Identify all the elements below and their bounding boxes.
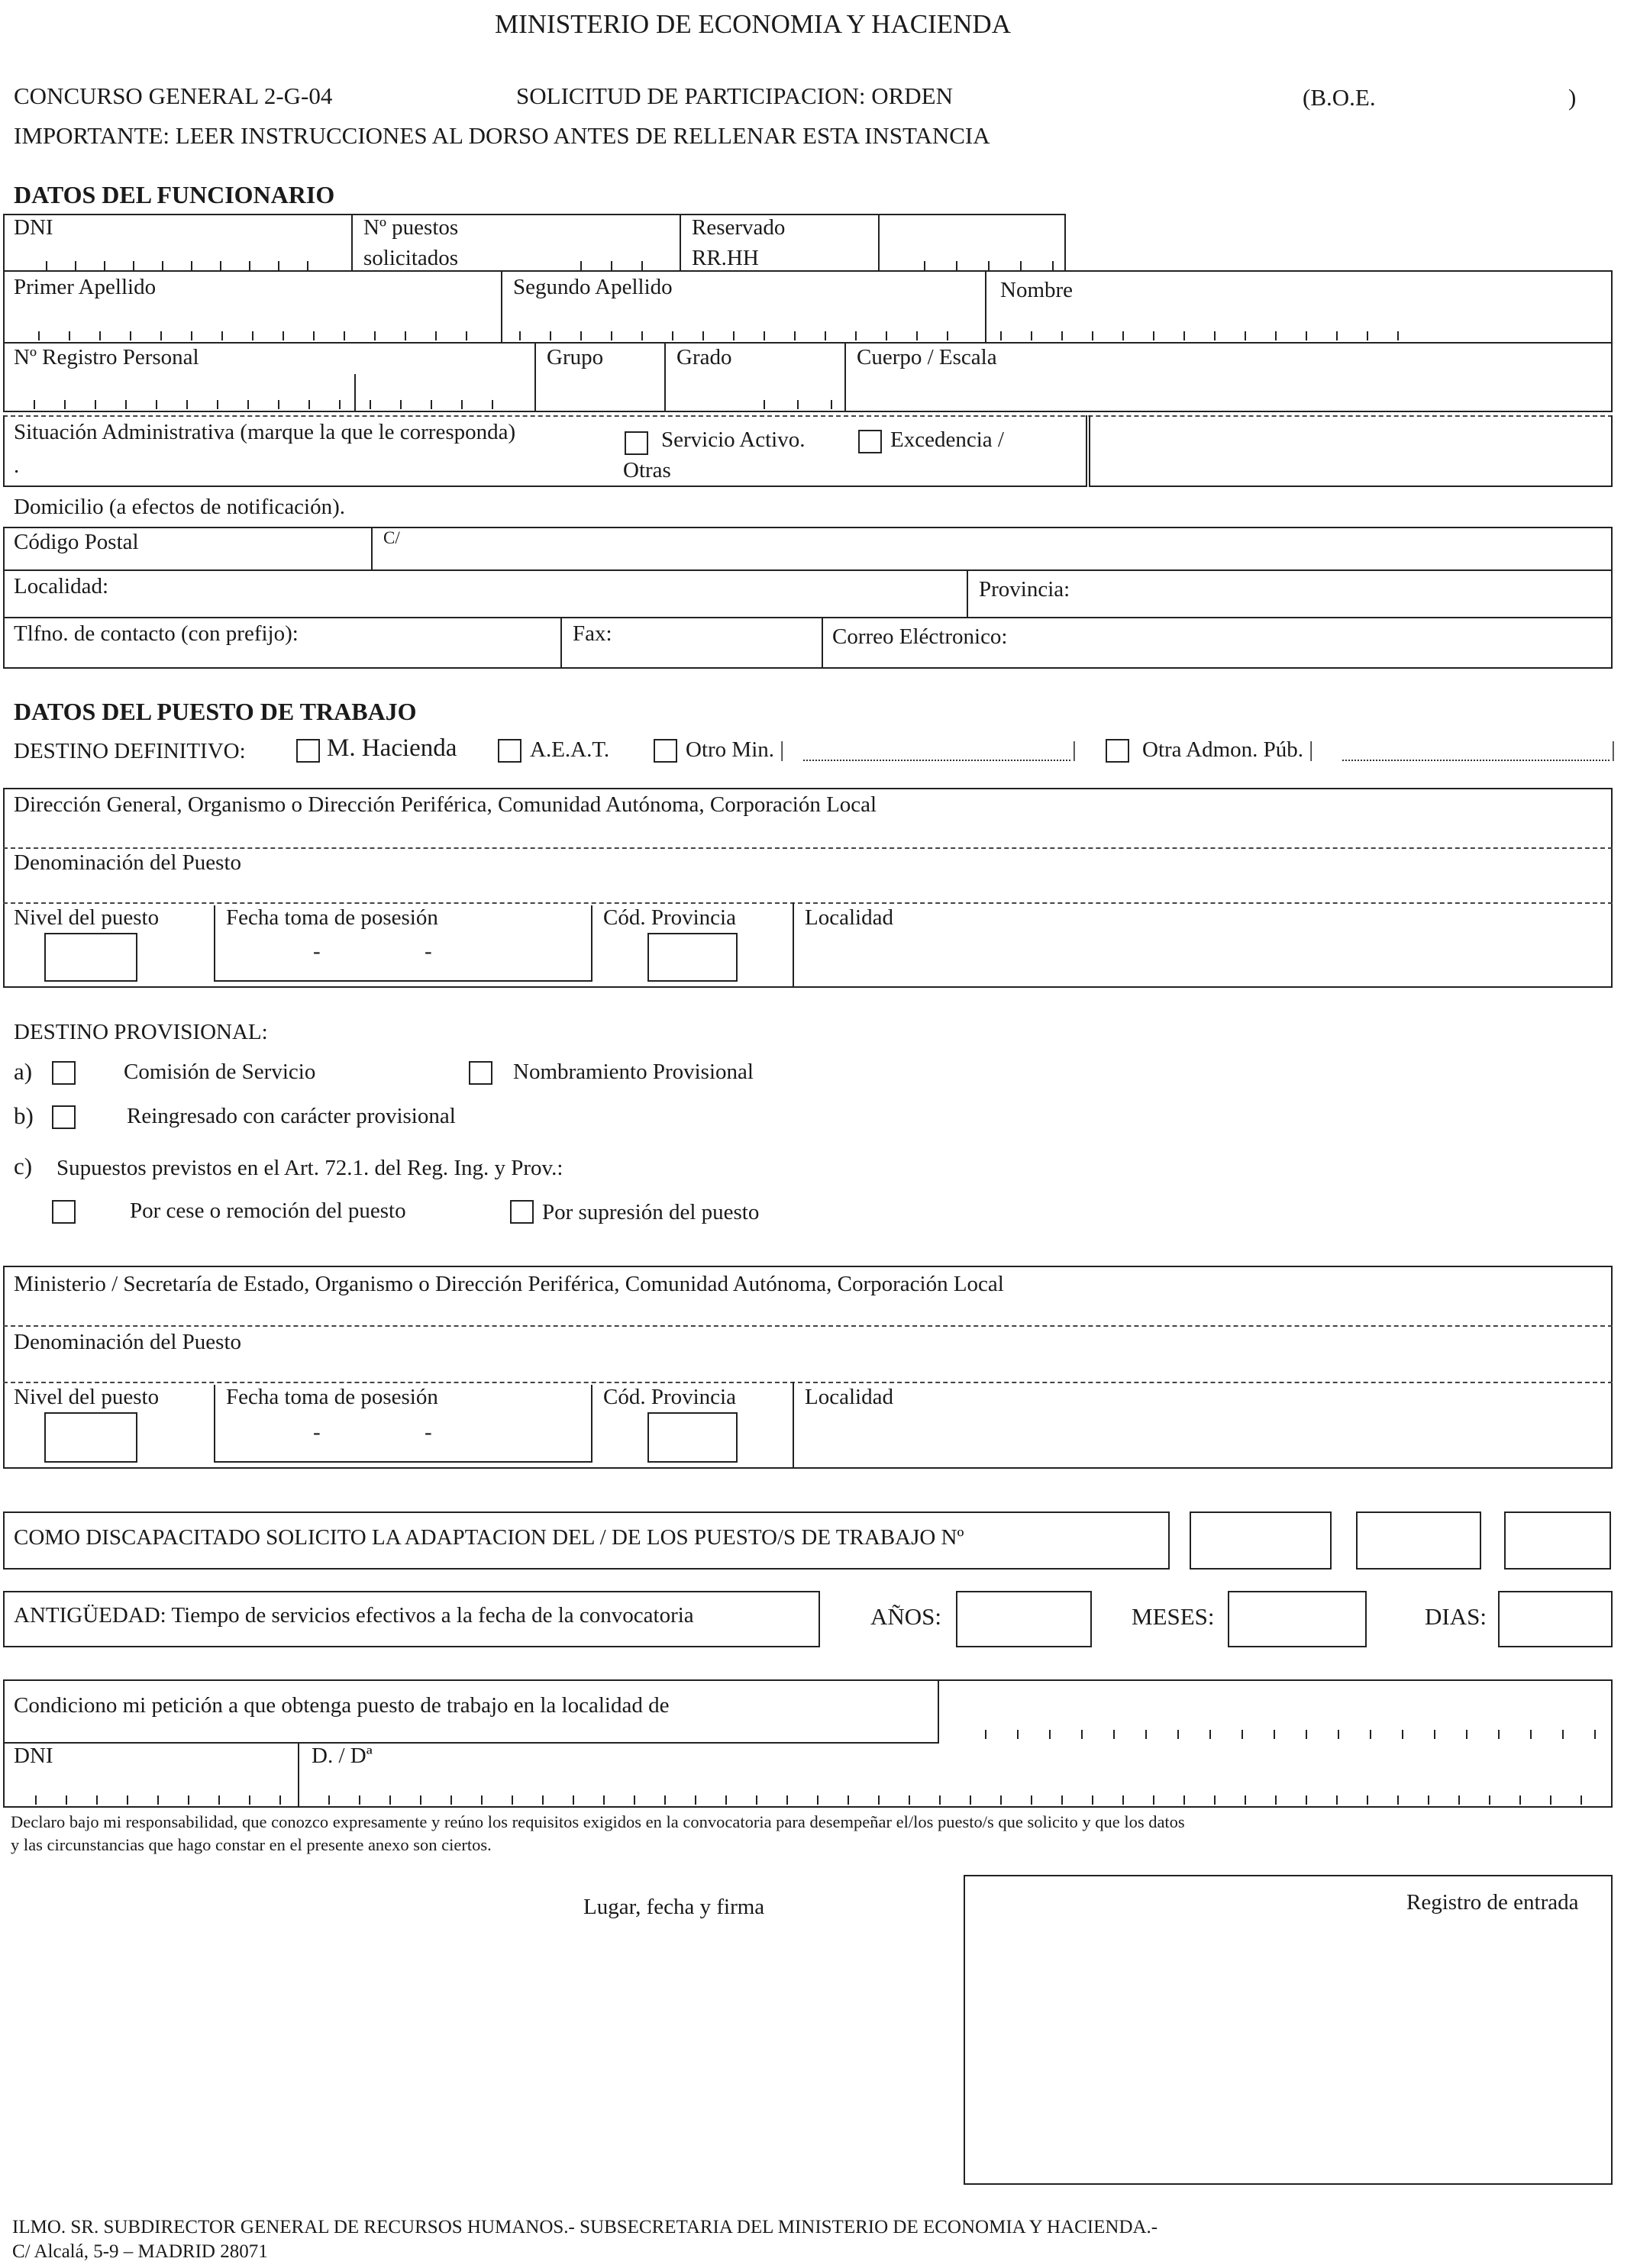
servicio-activo-label: Servicio Activo. — [661, 427, 806, 452]
otra-admon-label: Otra Admon. Púb. | — [1142, 737, 1314, 762]
prov-nivel-field[interactable] — [44, 1412, 137, 1463]
nombre-field[interactable] — [1000, 331, 1428, 340]
fecha-dash-2: - — [425, 939, 432, 963]
discapacitado-label: COMO DISCAPACITADO SOLICITO LA ADAPTACION DEL / DE LOS PUESTO/S DE TRABAJO Nº — [14, 1525, 964, 1550]
codigo-postal-label: Código Postal — [14, 530, 139, 554]
cond-dni-label: DNI — [14, 1744, 53, 1768]
comision-label: Comisión de Servicio — [124, 1060, 316, 1084]
nombramiento-checkbox[interactable] — [469, 1061, 492, 1085]
localidad-label: Localidad — [805, 905, 893, 930]
segundo-apellido-field[interactable] — [519, 331, 977, 340]
cod-provincia-label: Cód. Provincia — [603, 905, 736, 930]
cese-label: Por cese o remoción del puesto — [130, 1199, 406, 1223]
aeat-label: A.E.A.T. — [530, 737, 610, 762]
otra-admon-field[interactable] — [1342, 760, 1610, 761]
grupo-label: Grupo — [547, 345, 604, 369]
boe-open: (B.O.E. — [1303, 84, 1376, 111]
cond-nombre-label: D. / Dª — [312, 1744, 373, 1768]
prov-fecha-dash-2: - — [425, 1420, 432, 1444]
denominacion-label: Denominación del Puesto — [14, 850, 242, 875]
puestos-label-1: Nº puestos — [363, 215, 459, 240]
cond-dni-field[interactable] — [35, 1795, 287, 1805]
cod-provincia-field[interactable] — [647, 933, 738, 982]
anos-field[interactable] — [956, 1591, 1092, 1647]
nivel-label: Nivel del puesto — [14, 905, 160, 930]
situacion-extra-box[interactable] — [1089, 415, 1613, 487]
registro-label: Nº Registro Personal — [14, 345, 199, 369]
segundo-apellido-label: Segundo Apellido — [513, 275, 673, 299]
footer-line-1: ILMO. SR. SUBDIRECTOR GENERAL DE RECURSOS HUMANOS.- SUBSECRETARIA DEL MINISTERIO DE ECONOMIA Y HACIENDA.- — [12, 2217, 1158, 2237]
prov-cod-provincia-label: Cód. Provincia — [603, 1385, 736, 1409]
grado-field[interactable] — [764, 400, 832, 409]
prov-fecha-dash-1: - — [313, 1420, 321, 1444]
aeat-checkbox[interactable] — [498, 739, 521, 763]
puesto-n-field-2[interactable] — [1356, 1511, 1481, 1570]
cond-nombre-field[interactable] — [328, 1795, 1611, 1805]
fax-label: Fax: — [573, 621, 612, 646]
otras-label: Otras — [623, 458, 671, 482]
direccion-general-label: Dirección General, Organismo o Dirección Periférica, Comunidad Autónoma, Corporación Local — [14, 792, 877, 817]
servicio-activo-checkbox[interactable] — [625, 431, 648, 455]
puesto-n-field-1[interactable] — [1190, 1511, 1332, 1570]
prov-fecha-label: Fecha toma de posesión — [226, 1385, 438, 1409]
calle-label: C/ — [383, 528, 400, 547]
supresion-label: Por supresión del puesto — [542, 1200, 760, 1224]
nombramiento-label: Nombramiento Provisional — [513, 1060, 754, 1084]
nombre-label: Nombre — [1000, 278, 1074, 302]
otra-admon-close: | — [1611, 737, 1616, 762]
reingresado-checkbox[interactable] — [52, 1105, 76, 1129]
ministerio-label: Ministerio / Secretaría de Estado, Organismo o Dirección Periférica, Comunidad Autónoma, Corporación Local — [14, 1272, 1004, 1296]
dni-field[interactable] — [46, 261, 336, 270]
registro-entrada-label: Registro de entrada — [1406, 1890, 1579, 1915]
supresion-checkbox[interactable] — [510, 1200, 534, 1224]
situacion-label: Situación Administrativa (marque la que le corresponda) — [14, 420, 516, 444]
excedencia-label: Excedencia / — [890, 427, 1004, 452]
destino-definitivo-label: DESTINO DEFINITIVO: — [14, 739, 246, 763]
declaracion-line-1: Declaro bajo mi responsabilidad, que conozco expresamente y reúno los requisitos exigidos en la convocatoria para desempeñar el/los puesto/s que solicito y que los datos — [11, 1812, 1185, 1831]
otro-min-field[interactable] — [803, 760, 1070, 761]
option-a-label: a) — [14, 1058, 33, 1085]
excedencia-checkbox[interactable] — [858, 430, 882, 453]
grado-label: Grado — [676, 345, 732, 369]
nivel-field[interactable] — [44, 933, 137, 982]
ministry-title: MINISTERIO DE ECONOMIA Y HACIENDA — [495, 9, 1011, 39]
section-title-funcionario: DATOS DEL FUNCIONARIO — [14, 181, 335, 208]
localidad-label: Localidad: — [14, 574, 109, 598]
fecha-label: Fecha toma de posesión — [226, 905, 438, 930]
dias-label: DIAS: — [1425, 1603, 1487, 1630]
anos-label: AÑOS: — [870, 1603, 942, 1630]
situacion-dot: . — [14, 453, 20, 478]
otro-min-label: Otro Min. | — [686, 737, 785, 762]
reservado-label-1: Reservado — [692, 215, 786, 240]
condiciono-localidad-field[interactable] — [985, 1730, 1611, 1739]
prov-nivel-label: Nivel del puesto — [14, 1385, 160, 1409]
puestos-field[interactable] — [580, 261, 672, 270]
prov-localidad-label: Localidad — [805, 1385, 893, 1409]
condiciono-label: Condiciono mi petición a que obtenga puesto de trabajo en la localidad de — [14, 1693, 670, 1718]
otro-min-checkbox[interactable] — [654, 739, 677, 763]
destino-provisional-title: DESTINO PROVISIONAL: — [14, 1020, 268, 1044]
fecha-field[interactable] — [214, 905, 592, 982]
puestos-label-2: solicitados — [363, 246, 459, 270]
important-notice: IMPORTANTE: LEER INSTRUCCIONES AL DORSO ANTES DE RELLENAR ESTA INSTANCIA — [14, 122, 990, 149]
hacienda-checkbox[interactable] — [296, 739, 320, 763]
antiguedad-label: ANTIGÜEDAD: Tiempo de servicios efectivos a la fecha de la convocatoria — [14, 1603, 694, 1628]
section-title-puesto: DATOS DEL PUESTO DE TRABAJO — [14, 698, 417, 725]
meses-label: MESES: — [1132, 1603, 1215, 1630]
cese-checkbox[interactable] — [52, 1200, 76, 1224]
footer-line-2: C/ Alcalá, 5-9 – MADRID 28071 — [12, 2241, 268, 2262]
registro-field[interactable] — [34, 400, 522, 409]
prov-fecha-field[interactable] — [214, 1385, 592, 1463]
reservado-label-2: RR.HH — [692, 246, 759, 270]
primer-apellido-field[interactable] — [38, 331, 489, 340]
puesto-n-field-3[interactable] — [1504, 1511, 1611, 1570]
prov-denominacion-label: Denominación del Puesto — [14, 1330, 242, 1354]
dni-label: DNI — [14, 215, 53, 240]
boe-close: ) — [1568, 84, 1577, 111]
comision-checkbox[interactable] — [52, 1061, 76, 1085]
domicilio-box — [3, 527, 1613, 669]
correo-label: Correo Eléctronico: — [832, 624, 1008, 649]
supuestos-label: Supuestos previstos en el Art. 72.1. del Reg. Ing. y Prov.: — [57, 1156, 563, 1180]
fecha-dash-1: - — [313, 939, 321, 963]
provincia-label: Provincia: — [979, 577, 1070, 602]
otro-min-close: | — [1072, 737, 1077, 762]
reservado-field — [924, 261, 1054, 270]
solicitud-label: SOLICITUD DE PARTICIPACION: ORDEN — [516, 82, 953, 109]
otra-admon-checkbox[interactable] — [1106, 739, 1129, 763]
registro-entrada-box — [964, 1875, 1613, 2185]
option-c-label: c) — [14, 1153, 33, 1179]
prov-cod-provincia-field[interactable] — [647, 1412, 738, 1463]
cuerpo-label: Cuerpo / Escala — [857, 345, 997, 369]
lugar-fecha-firma-label: Lugar, fecha y firma — [583, 1895, 765, 1919]
option-b-label: b) — [14, 1102, 34, 1129]
domicilio-label: Domicilio (a efectos de notificación). — [14, 495, 346, 519]
declaracion-line-2: y las circunstancias que hago constar en el presente anexo son ciertos. — [11, 1835, 492, 1854]
reingresado-label: Reingresado con carácter provisional — [127, 1104, 456, 1128]
meses-field[interactable] — [1228, 1591, 1367, 1647]
hacienda-label: M. Hacienda — [327, 734, 457, 762]
dias-field[interactable] — [1498, 1591, 1613, 1647]
primer-apellido-label: Primer Apellido — [14, 275, 157, 299]
concurso-label: CONCURSO GENERAL 2-G-04 — [14, 82, 333, 109]
telefono-label: Tlfno. de contacto (con prefijo): — [14, 621, 299, 646]
